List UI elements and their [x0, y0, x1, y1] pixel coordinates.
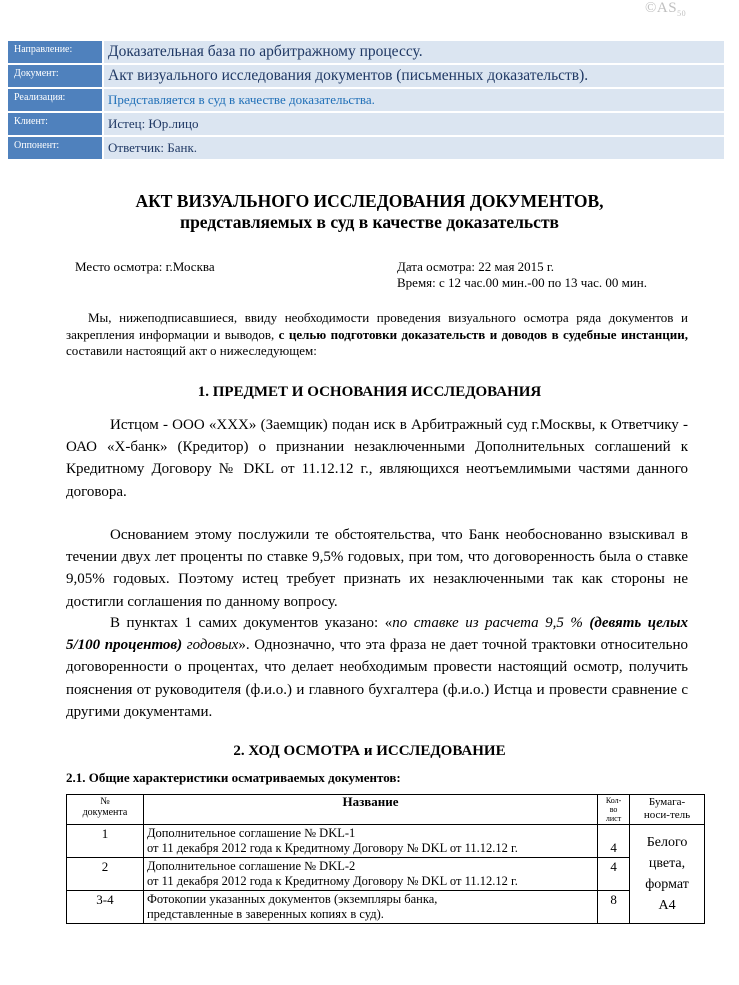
- inspection-place: Место осмотра: г.Москва: [75, 259, 215, 274]
- meta-row-direction: [8, 41, 724, 63]
- time-line: Время: с 12 час.00 мин.-00 по 13 час. 00 мин.: [397, 275, 648, 290]
- meta-value: Ответчик: Банк.: [104, 137, 724, 159]
- meta-row-document: [8, 65, 724, 87]
- header-name: Название: [143, 795, 597, 825]
- cell-number: 2: [67, 858, 144, 891]
- paragraph-claim: Истцом - ООО «ХХХ» (Заемщик) подан иск в Арбитражный суд г.Москвы, к Ответчику - ОАО «Х-банк» (Кредитор) о признании незаключенными Дополнительных соглашений к Кредитному Договору № DKL от 11.12.12 г., являющихся неотъемлимыми частями данного договора.: [66, 417, 688, 500]
- cell-name: Дополнительное соглашение № DKL-2 от 11 декабря 2012 года к Кредитному Договору № DKL от 11.12.12 г.: [143, 858, 597, 891]
- paragraph-grounds: Основанием этому послужили те обстоятельства, что Банк необоснованно взыскивал в течении двух лет проценты по ставке 9,5% годовых, при том, что договоренность была о ставке 9,05% годовых. Поэтому истец требует признать их незаключенными так как стороны не достигли соглашения по данному вопросу.: [66, 527, 688, 610]
- cell-name: Фотокопии указанных документов (экземпляры банка, представленные в заверенных копиях в суд).: [143, 891, 597, 924]
- cell-count: 4: [598, 825, 630, 858]
- meta-row-realization: [8, 89, 724, 111]
- meta-value: Истец: Юр.лицо: [104, 113, 724, 135]
- title-line-2: представляемых в суд в качестве доказательств: [179, 212, 559, 232]
- meta-value: Акт визуального исследования документов (письменных доказательств).: [104, 65, 724, 87]
- meta-key: Клиент:: [8, 113, 102, 135]
- watermark: $©AS_{50}$: [645, 0, 687, 18]
- meta-key: Документ:: [8, 65, 102, 87]
- meta-row-opponent: [8, 137, 724, 159]
- intro-paragraph: Мы, нижеподписавшиеся, ввиду необходимости проведения визуального осмотра ряда документов и закрепления информации и выводов, с целью подготовки доказательств и доводов в судебные инстанции, составили настоящий акт о нижеследующем:: [66, 310, 688, 358]
- meta-value: Представляется в суд в качестве доказательства.: [104, 89, 724, 111]
- meta-value: Доказательная база по арбитражному процессу.: [104, 41, 724, 63]
- meta-key: Оппонент:: [8, 137, 102, 159]
- table-row: [67, 891, 705, 924]
- meta-row-client: [8, 113, 724, 135]
- date-line: Дата осмотра: 22 мая 2015 г.: [397, 259, 555, 274]
- meta-key: Реализация:: [8, 89, 102, 111]
- subsection-heading: 2.1. Общие характеристики осматриваемых документов:: [66, 770, 401, 785]
- inspection-date: [397, 259, 647, 291]
- table-header-row: [67, 795, 705, 825]
- title-line-1: АКТ ВИЗУАЛЬНОГО ИССЛЕДОВАНИЯ ДОКУМЕНТОВ,: [135, 191, 604, 211]
- documents-table: [66, 794, 705, 924]
- cell-number: 1: [67, 825, 144, 858]
- meta-info-block: [8, 41, 724, 161]
- table-row: [67, 858, 705, 891]
- cell-paper: Белого цвета, формат А4: [630, 825, 705, 924]
- header-paper: Бумага- носи-тель: [630, 795, 705, 825]
- section-2-heading: 2. ХОД ОСМОТРА и ИССЛЕДОВАНИЕ: [233, 743, 506, 759]
- cell-name: Дополнительное соглашение № DKL-1 от 11 декабря 2012 года к Кредитному Договору № DKL от 11.12.12 г.: [143, 825, 597, 858]
- cell-count: 4: [598, 858, 630, 891]
- table-row: [67, 825, 705, 858]
- cell-count: 8: [598, 891, 630, 924]
- cell-number: 3-4: [67, 891, 144, 924]
- header-count: Кол- во лист: [598, 795, 630, 825]
- document-title: [0, 191, 739, 233]
- header-number: № документа: [67, 795, 144, 825]
- meta-key: Направление:: [8, 41, 102, 63]
- paragraph-clause: В пунктах 1 самих документов указано: «по ставке из расчета 9,5 % (девять целых 5/100 процентов) годовых». Однозначно, что эта фраза не дает точной трактовки относительно договоренности о процентах, что делает необходимым провести настоящий осмотр, получить пояснения от руководителя (ф.и.о.) и главного бухгалтера (ф.и.о.) Истца и провести сравнение с другими документами.: [66, 615, 688, 720]
- section-1-heading: 1. ПРЕДМЕТ И ОСНОВАНИЯ ИССЛЕДОВАНИЯ: [197, 384, 542, 400]
